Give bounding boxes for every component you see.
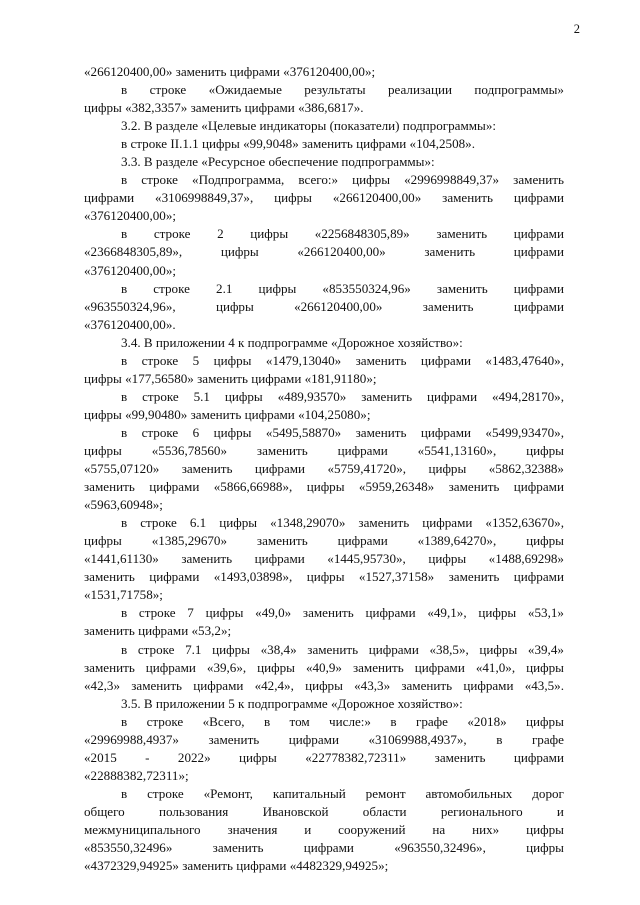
word: в bbox=[121, 82, 128, 98]
word: «2256848305,89» bbox=[314, 226, 410, 242]
text-line bbox=[84, 604, 564, 622]
word: подпрограммы» bbox=[474, 82, 564, 98]
word: 2022» bbox=[177, 749, 211, 765]
word: ремонт bbox=[365, 785, 406, 801]
word: Ивановской bbox=[262, 803, 329, 819]
word: цифрами bbox=[513, 190, 564, 206]
word: 5.1 bbox=[193, 388, 210, 404]
word: сооружений bbox=[338, 821, 406, 837]
word: «1348,29070» bbox=[270, 515, 346, 531]
word: заменить bbox=[352, 659, 404, 675]
word: заменить bbox=[302, 605, 354, 621]
text-line: «376120400,00». bbox=[84, 316, 176, 332]
word: «Ремонт, bbox=[203, 785, 253, 801]
word: цифрами bbox=[303, 840, 354, 856]
text-line bbox=[84, 568, 564, 586]
word: цифрами bbox=[254, 551, 305, 567]
word: «2366848305,89», bbox=[84, 244, 183, 260]
text-line: «376120400,00»; bbox=[84, 208, 177, 224]
text-line: 3.4. В приложении 4 к подпрограмме «Дорожное хозяйство»: bbox=[121, 334, 463, 350]
text-line bbox=[84, 532, 564, 550]
word: заменить bbox=[448, 479, 500, 495]
word: значения bbox=[227, 821, 278, 837]
word: заменить bbox=[424, 244, 476, 260]
word: автомобильных bbox=[425, 785, 513, 801]
word: «Всего, bbox=[202, 713, 245, 729]
word: «43,5». bbox=[524, 677, 564, 693]
text-line bbox=[84, 514, 564, 532]
word: «53,1» bbox=[527, 605, 564, 621]
word: «39,4» bbox=[527, 641, 564, 657]
word: в bbox=[121, 352, 128, 368]
word: 7 bbox=[187, 605, 194, 621]
word: «266120400,00» bbox=[294, 298, 383, 314]
word: и bbox=[556, 803, 564, 819]
text-line bbox=[84, 803, 564, 821]
text-line bbox=[84, 388, 564, 406]
word: цифры bbox=[220, 244, 259, 260]
word: заменить bbox=[84, 659, 135, 675]
word: «39,6», bbox=[206, 659, 247, 675]
word: всего:» bbox=[298, 172, 339, 188]
word: пользования bbox=[158, 803, 229, 819]
word: строке bbox=[142, 388, 179, 404]
word: в bbox=[121, 388, 128, 404]
word: в bbox=[496, 731, 503, 747]
word: «5499,93470», bbox=[485, 424, 564, 440]
word: цифры bbox=[258, 280, 297, 296]
word: цифры bbox=[224, 388, 263, 404]
word: цифрами bbox=[463, 677, 514, 693]
word: «5866,66988», bbox=[213, 479, 293, 495]
word: межмуниципального bbox=[84, 821, 201, 837]
word: заменить bbox=[513, 172, 564, 188]
word: цифры bbox=[305, 677, 343, 693]
word: заменить bbox=[361, 388, 413, 404]
word: заменить bbox=[355, 424, 407, 440]
word: цифрами bbox=[513, 298, 564, 314]
text-line bbox=[84, 641, 564, 659]
word: заменить bbox=[181, 551, 233, 567]
word: строке bbox=[138, 605, 176, 621]
word: «1493,03898», bbox=[213, 569, 293, 585]
word: строке bbox=[146, 713, 184, 729]
word: цифры bbox=[205, 605, 244, 621]
word: цифрами bbox=[513, 749, 564, 765]
word: цифрами bbox=[426, 388, 478, 404]
text-line bbox=[84, 189, 564, 207]
word: в bbox=[121, 641, 128, 657]
word: строке bbox=[149, 82, 187, 98]
word: заменить bbox=[448, 569, 500, 585]
word: цифры bbox=[306, 479, 345, 495]
word: «853550,32496» bbox=[84, 840, 173, 856]
word: 6.1 bbox=[189, 515, 207, 531]
word: «494,28170», bbox=[491, 388, 564, 404]
word: них» bbox=[472, 821, 500, 837]
word: заменить bbox=[436, 280, 488, 296]
word: цифрами bbox=[513, 226, 564, 242]
text-line bbox=[84, 442, 564, 460]
word: цифры bbox=[213, 424, 252, 440]
word: цифрами bbox=[368, 641, 419, 657]
word: «1385,29670» bbox=[151, 533, 228, 549]
word: строке bbox=[141, 352, 179, 368]
word: «5759,41720», bbox=[327, 461, 407, 477]
word: «42,3» bbox=[84, 677, 121, 693]
word: в bbox=[121, 605, 128, 621]
word: 6 bbox=[192, 424, 200, 440]
word: общего bbox=[84, 803, 125, 819]
word: графе bbox=[531, 731, 564, 747]
word: цифрами bbox=[288, 731, 339, 747]
word: графе bbox=[415, 713, 448, 729]
text-line bbox=[84, 171, 564, 189]
text-line bbox=[84, 677, 564, 695]
word: и bbox=[304, 821, 312, 837]
word: цифрами bbox=[365, 605, 416, 621]
word: строке bbox=[147, 785, 184, 801]
word: цифры bbox=[526, 713, 564, 729]
word: заменить bbox=[256, 533, 308, 549]
text-line: цифры «99,90480» заменить цифрами «104,25080»; bbox=[84, 406, 371, 422]
word: «266120400,00» bbox=[332, 190, 422, 206]
word: «1488,69298» bbox=[488, 551, 564, 567]
text-line bbox=[84, 731, 564, 749]
word: «Ожидаемые bbox=[208, 82, 282, 98]
word: «38,4» bbox=[260, 641, 297, 657]
word: строке bbox=[140, 515, 177, 531]
word: цифры bbox=[215, 298, 254, 314]
text-line bbox=[84, 243, 564, 261]
word: заменить bbox=[131, 677, 183, 693]
text-line: «4372329,94925» заменить цифрами «4482329,94925»; bbox=[84, 858, 389, 874]
word: «5541,13160», bbox=[417, 442, 497, 458]
text-line: «5963,60948»; bbox=[84, 497, 163, 513]
text-line bbox=[84, 659, 564, 677]
word: «31069988,4937», bbox=[368, 731, 467, 747]
word: «41,0», bbox=[475, 659, 516, 675]
text-line bbox=[84, 298, 564, 316]
text-line: заменить цифрами «53,2»; bbox=[84, 623, 232, 639]
word: цифры bbox=[478, 605, 517, 621]
word: «2018» bbox=[467, 713, 507, 729]
text-line bbox=[84, 460, 564, 478]
word: цифры bbox=[250, 226, 289, 242]
word: цифры bbox=[526, 442, 564, 458]
text-line bbox=[84, 821, 564, 839]
word: заменить bbox=[256, 442, 308, 458]
word: цифры bbox=[428, 551, 467, 567]
word: заменить bbox=[84, 569, 135, 585]
word: регионального bbox=[440, 803, 523, 819]
word: цифры bbox=[274, 190, 312, 206]
word: «963550324,96», bbox=[84, 298, 176, 314]
word: цифрами bbox=[337, 533, 388, 549]
word: на bbox=[432, 821, 446, 837]
word: «1352,63670», bbox=[485, 515, 564, 531]
word: реализации bbox=[387, 82, 452, 98]
word: «42,4», bbox=[254, 677, 294, 693]
word: цифры bbox=[84, 533, 122, 549]
word: цифры bbox=[428, 461, 467, 477]
text-line bbox=[84, 225, 564, 243]
word: в bbox=[121, 424, 128, 440]
word: «49,0» bbox=[255, 605, 292, 621]
word: цифрами bbox=[513, 244, 564, 260]
word: заменить bbox=[442, 190, 493, 206]
word: «2015 bbox=[84, 749, 117, 765]
word: «5536,78560» bbox=[151, 442, 228, 458]
word: цифрами bbox=[414, 659, 465, 675]
word: «38,5», bbox=[429, 641, 469, 657]
word: 5 bbox=[192, 352, 200, 368]
text-line bbox=[84, 839, 564, 857]
word: в bbox=[263, 713, 271, 729]
text-line: «22888382,72311»; bbox=[84, 767, 189, 783]
word: «853550324,96» bbox=[322, 280, 411, 296]
text-line bbox=[84, 424, 564, 442]
text-line bbox=[84, 550, 564, 568]
word: цифры bbox=[526, 840, 564, 856]
word: заменить bbox=[212, 840, 264, 856]
word: 2.1 bbox=[216, 280, 233, 296]
text-line: «376120400,00»; bbox=[84, 262, 177, 278]
word: цифрами bbox=[84, 190, 135, 206]
word: цифрами bbox=[422, 515, 473, 531]
word: цифры bbox=[257, 659, 295, 675]
word: «963550,32496», bbox=[394, 840, 486, 856]
text-line: цифры «177,56580» заменить цифрами «181,91180»; bbox=[84, 370, 377, 386]
word: в bbox=[121, 713, 128, 729]
word: заменить bbox=[355, 352, 407, 368]
word: «489,93570» bbox=[277, 388, 347, 404]
word: заменить bbox=[307, 641, 359, 657]
word: в bbox=[121, 226, 128, 242]
word: цифры bbox=[526, 533, 564, 549]
word: цифры bbox=[213, 352, 252, 368]
word: «1483,47640», bbox=[485, 352, 564, 368]
word: 7.1 bbox=[185, 641, 202, 657]
word: «5495,58870» bbox=[265, 424, 342, 440]
word: цифры bbox=[219, 515, 258, 531]
text-line: «1531,71758»; bbox=[84, 587, 163, 603]
word: цифрами bbox=[193, 677, 244, 693]
word: в bbox=[121, 515, 128, 531]
word: «49,1», bbox=[427, 605, 467, 621]
word: - bbox=[145, 749, 150, 765]
word: цифры bbox=[306, 569, 345, 585]
word: цифрами bbox=[149, 479, 200, 495]
word: строке bbox=[141, 424, 179, 440]
word: «1479,13040» bbox=[265, 352, 342, 368]
word: дорог bbox=[532, 785, 564, 801]
word: цифрами bbox=[420, 424, 471, 440]
word: заменить bbox=[434, 749, 486, 765]
word: цифры bbox=[526, 659, 564, 675]
word: в bbox=[390, 713, 397, 729]
word: «22778382,72311» bbox=[305, 749, 407, 765]
word: заменить bbox=[84, 479, 135, 495]
text-line bbox=[84, 749, 564, 767]
document-body bbox=[84, 63, 564, 875]
text-line bbox=[84, 352, 564, 370]
word: заменить bbox=[358, 515, 410, 531]
word: заменить bbox=[401, 677, 453, 693]
word: в bbox=[121, 785, 128, 801]
word: «5755,07120» bbox=[84, 461, 160, 477]
word: строке bbox=[137, 641, 175, 657]
word: цифры bbox=[84, 442, 122, 458]
text-line: цифры «382,3357» заменить цифрами «386,6817». bbox=[84, 100, 364, 116]
word: цифрами bbox=[513, 569, 564, 585]
text-line: в строке II.1.1 цифры «99,9048» заменить цифрами «104,2508». bbox=[121, 136, 475, 152]
word: в bbox=[121, 172, 128, 188]
word: «1389,64270», bbox=[417, 533, 497, 549]
word: «1445,95730», bbox=[327, 551, 406, 567]
word: в bbox=[121, 280, 128, 296]
word: «5862,32388» bbox=[488, 461, 564, 477]
word: «43,3» bbox=[354, 677, 391, 693]
word: заменить bbox=[422, 298, 474, 314]
text-line bbox=[84, 478, 564, 496]
word: строке bbox=[153, 280, 190, 296]
word: 2 bbox=[217, 226, 224, 242]
word: числе:» bbox=[329, 713, 371, 729]
word: «1441,61130» bbox=[84, 551, 159, 567]
word: «5959,26348» bbox=[358, 479, 435, 495]
word: заменить bbox=[208, 731, 260, 747]
text-line: 3.5. В приложении 5 к подпрограмме «Дорожное хозяйство»: bbox=[121, 695, 463, 711]
word: цифрами bbox=[254, 461, 306, 477]
word: цифрами bbox=[149, 569, 200, 585]
word: области bbox=[362, 803, 407, 819]
word: «29969988,4937» bbox=[84, 731, 179, 747]
text-line bbox=[84, 81, 564, 99]
word: строке bbox=[153, 226, 191, 242]
text-line: 3.3. В разделе «Ресурсное обеспечение подпрограммы»: bbox=[121, 154, 435, 170]
word: цифры bbox=[352, 172, 391, 188]
word: цифры bbox=[479, 641, 518, 657]
word: цифрами bbox=[513, 479, 564, 495]
word: «2996998849,37» bbox=[404, 172, 500, 188]
word: цифрами bbox=[513, 280, 564, 296]
word: «3106998849,37», bbox=[155, 190, 254, 206]
word: «Подпрограмма, bbox=[192, 172, 285, 188]
text-line: 3.2. В разделе «Целевые индикаторы (показатели) подпрограммы»: bbox=[121, 118, 497, 134]
word: заменить bbox=[436, 226, 488, 242]
word: цифры bbox=[239, 749, 277, 765]
text-line: «266120400,00» заменить цифрами «376120400,00»; bbox=[84, 64, 376, 79]
word: строке bbox=[141, 172, 178, 188]
word: заменить bbox=[181, 461, 233, 477]
word: капитальный bbox=[272, 785, 346, 801]
page-number: 2 bbox=[573, 22, 580, 36]
word: «1527,37158» bbox=[358, 569, 435, 585]
word: цифрами bbox=[420, 352, 471, 368]
word: цифрами bbox=[337, 442, 388, 458]
word: цифры bbox=[526, 821, 564, 837]
word: «266120400,00» bbox=[297, 244, 386, 260]
text-line bbox=[84, 713, 564, 731]
word: цифрами bbox=[145, 659, 196, 675]
word: результаты bbox=[304, 82, 366, 98]
word: «40,9» bbox=[305, 659, 342, 675]
text-line bbox=[84, 785, 564, 803]
text-line bbox=[84, 280, 564, 298]
word: том bbox=[289, 713, 310, 729]
word: цифры bbox=[212, 641, 250, 657]
